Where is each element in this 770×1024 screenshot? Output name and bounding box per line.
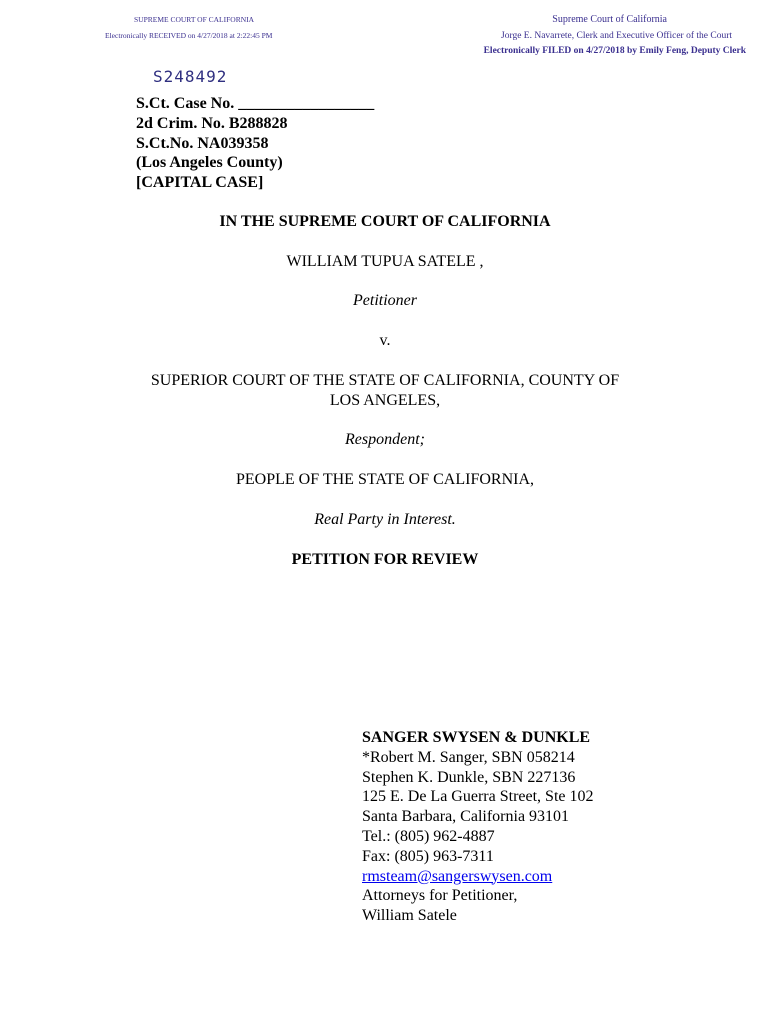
filed-stamp-court: Supreme Court of California [552,14,667,25]
real-party-name: PEOPLE OF THE STATE OF CALIFORNIA, [236,471,534,488]
attorney-line: Stephen K. Dunkle, SBN 227136 [362,768,576,786]
case-info-line: 2d Crim. No. B288828 [136,114,288,132]
filed-stamp-date: Electronically FILED on 4/27/2018 by Emily Feng, Deputy Clerk [483,46,746,56]
attorney-line: *Robert M. Sanger, SBN 058214 [362,748,575,766]
filed-stamp-clerk: Jorge E. Navarrete, Clerk and Executive Officer of the Court [501,31,732,41]
client-name: William Satele [362,907,457,925]
real-party-role: Real Party in Interest. [314,511,456,528]
case-info-line: [CAPITAL CASE] [136,174,264,192]
received-stamp-court: SUPREME COURT OF CALIFORNIA [134,15,255,24]
case-info-line: (Los Angeles County) [136,154,283,172]
received-stamp-date: Electronically RECEIVED on 4/27/2018 at 2:22:45 PM [105,31,273,40]
respondent-name-line1: SUPERIOR COURT OF THE STATE OF CALIFORNIA, COUNTY OF [150,372,620,389]
case-info-block [136,94,374,193]
petitioner-role: Petitioner [353,292,417,309]
respondent-name-line2: LOS ANGELES, [329,392,441,409]
telephone: Tel.: (805) 962-4887 [362,827,495,845]
petitioner-name: WILLIAM TUPUA SATELE , [286,253,484,270]
case-info-line: S.Ct. Case No. _________________ [136,95,375,112]
docket-number: S248492 [153,67,228,86]
address-line: Santa Barbara, California 93101 [362,808,570,826]
counsel-block [362,728,593,926]
respondent-role: Respondent; [345,431,425,448]
case-info-line: S.Ct.No. NA039358 [136,134,269,152]
counsel-role: Attorneys for Petitioner, [362,887,518,905]
firm-name: SANGER SWYSEN & DUNKLE [362,729,591,746]
versus: v. [379,332,391,349]
address-line: 125 E. De La Guerra Street, Ste 102 [362,788,594,806]
court-title: IN THE SUPREME COURT OF CALIFORNIA [219,213,551,230]
fax: Fax: (805) 963-7311 [362,847,494,865]
document-title: PETITION FOR REVIEW [291,551,479,568]
email-link[interactable]: rmsteam@sangerswysen.com [362,867,553,885]
